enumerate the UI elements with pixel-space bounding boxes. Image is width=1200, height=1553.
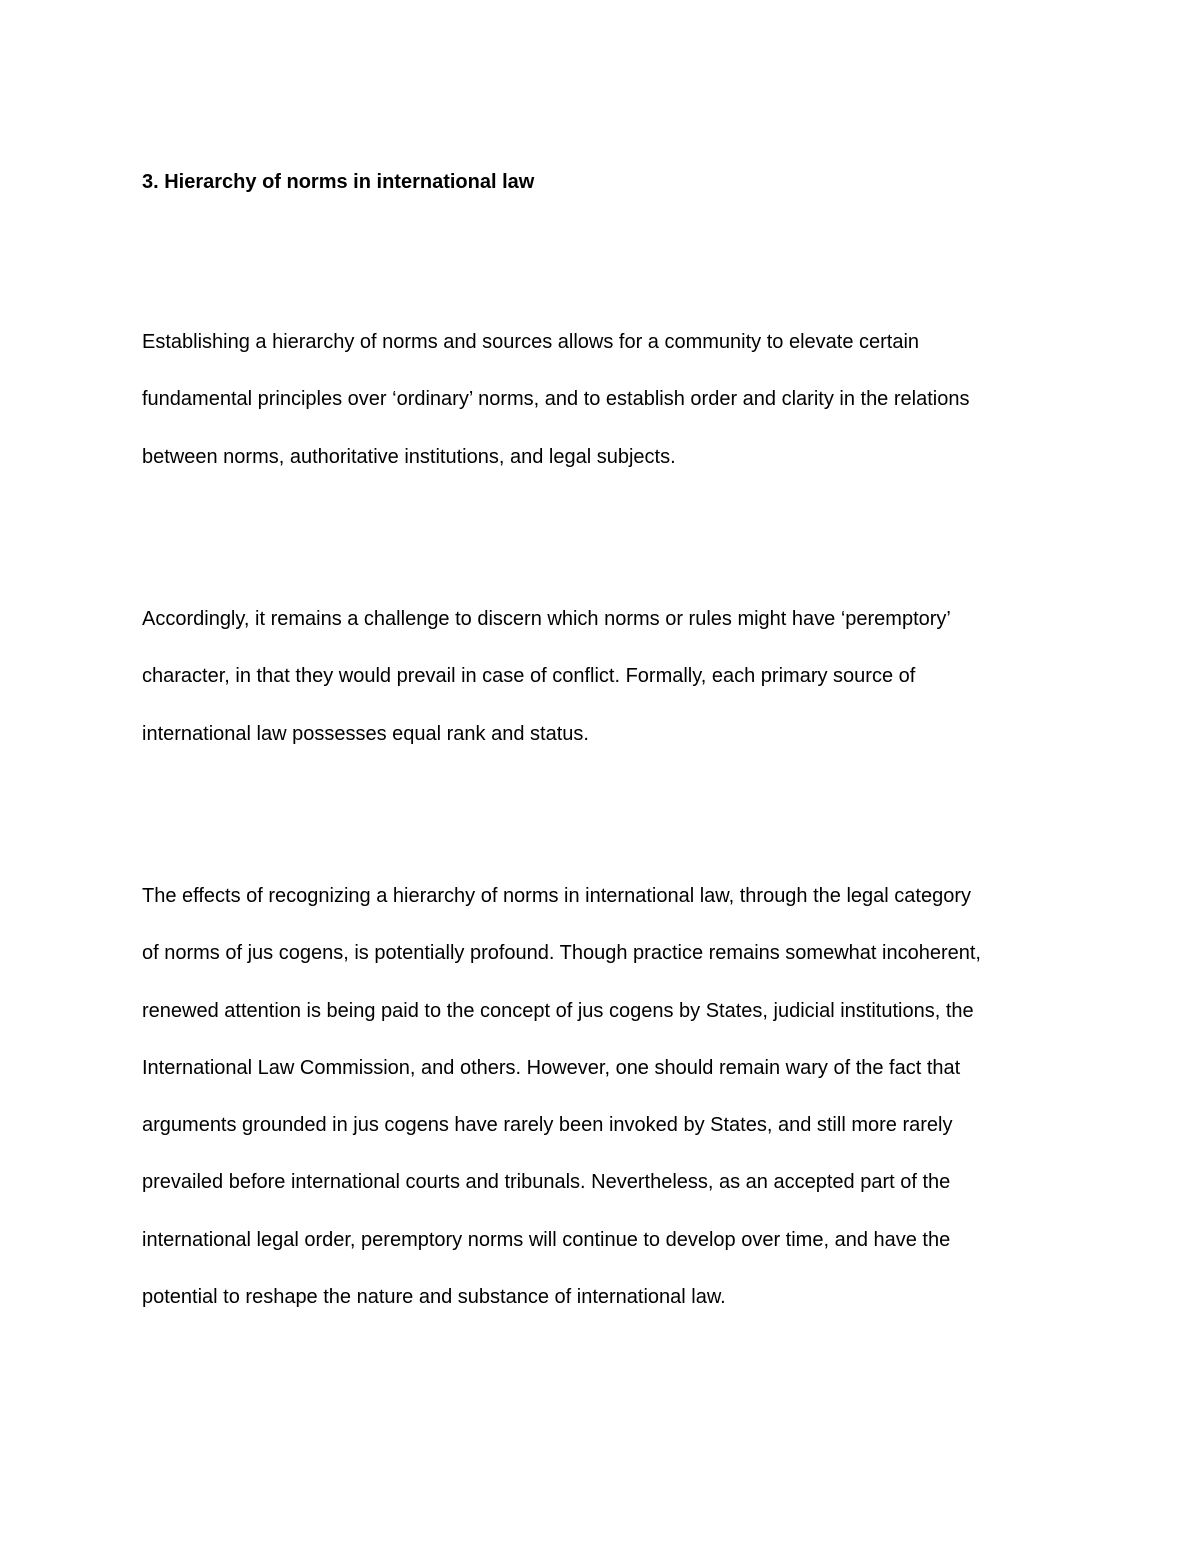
paragraph-line: of norms of jus cogens, is potentially profound. Though practice remains somewhat incoherent,: [142, 942, 981, 965]
paragraph-1: [142, 314, 1062, 486]
paragraph-line: potential to reshape the nature and substance of international law.: [142, 1286, 726, 1309]
paragraph-line: character, in that they would prevail in case of conflict. Formally, each primary source of: [142, 665, 916, 688]
paragraph-line: The effects of recognizing a hierarchy of norms in international law, through the legal category: [142, 885, 971, 907]
paragraph-line: international law possesses equal rank and status.: [142, 722, 589, 745]
section-heading: 3. Hierarchy of norms in international law: [142, 171, 535, 193]
paragraph-line: International Law Commission, and others. However, one should remain wary of the fact that: [142, 1056, 961, 1079]
paragraph-line: renewed attention is being paid to the concept of jus cogens by States, judicial institutions, the: [142, 999, 974, 1022]
paragraph-3: [142, 868, 1062, 1326]
paragraph-line: international legal order, peremptory norms will continue to develop over time, and have the: [142, 1228, 951, 1251]
paragraph-line: Accordingly, it remains a challenge to discern which norms or rules might have ‘peremptory’: [142, 608, 951, 630]
paragraph-line: Establishing a hierarchy of norms and sources allows for a community to elevate certain: [142, 331, 920, 353]
paragraph-line: fundamental principles over ‘ordinary’ norms, and to establish order and clarity in the relations: [142, 388, 970, 411]
paragraph-line: arguments grounded in jus cogens have rarely been invoked by States, and still more rarely: [142, 1114, 953, 1137]
paragraph-line: prevailed before international courts and tribunals. Nevertheless, as an accepted part of the: [142, 1171, 951, 1194]
paragraph-2: [142, 591, 1062, 763]
paragraph-line: between norms, authoritative institutions, and legal subjects.: [142, 445, 676, 468]
